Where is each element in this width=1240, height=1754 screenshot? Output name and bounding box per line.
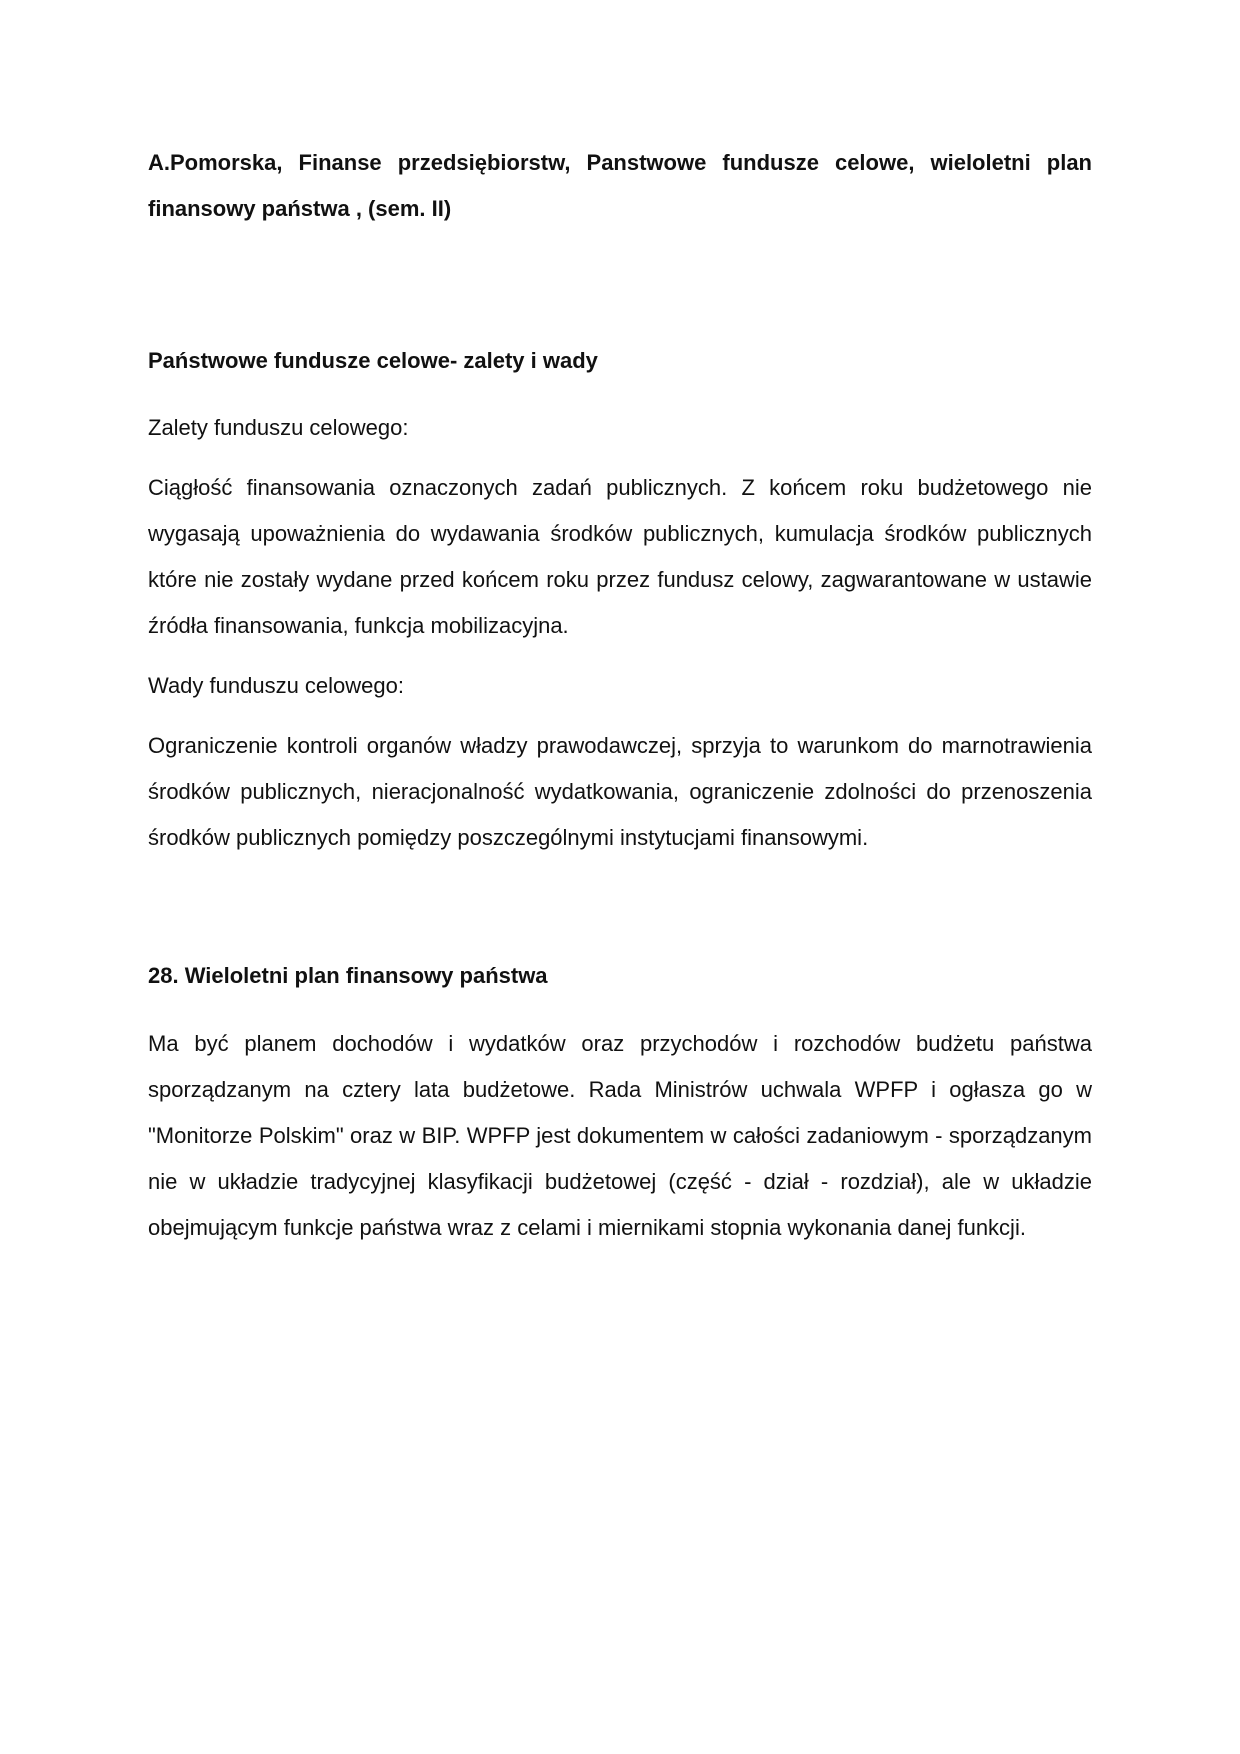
- document-title: A.Pomorska, Finanse przedsiębiorstw, Panstwowe fundusze celowe, wieloletni plan finansowy państwa , (sem. II): [148, 150, 1092, 221]
- section-heading-plan: 28. Wieloletni plan finansowy państwa: [148, 963, 548, 988]
- plan-paragraph: Ma być planem dochodów i wydatków oraz przychodów i rozchodów budżetu państwa sporządzanym na cztery lata budżetowe. Rada Ministrów uchwala WPFP i ogłasza go w "Monitorze Polskim" oraz w BIP. WPFP jest dokumentem w całości zadaniowym - sporządzanym nie w układzie tradycyjnej klasyfikacji budżetowej (część - dział - rozdział), ale w układzie obejmującym funkcje państwa wraz z celami i miernikami stopnia wykonania danej funkcji.: [148, 1031, 1092, 1240]
- disadvantages-label: Wady funduszu celowego:: [148, 673, 404, 698]
- advantages-paragraph: Ciągłość finansowania oznaczonych zadań publicznych. Z końcem roku budżetowego nie wygasają upoważnienia do wydawania środków publicznych, kumulacja środków publicznych które nie zostały wydane przed końcem roku przez fundusz celowy, zagwarantowane w ustawie źródła finansowania, funkcja mobilizacyjna.: [148, 475, 1092, 638]
- disadvantages-paragraph: Ograniczenie kontroli organów władzy prawodawczej, sprzyja to warunkom do marnotrawienia środków publicznych, nieracjonalność wydatkowania, ograniczenie zdolności do przenoszenia środków publicznych pomiędzy poszczególnymi instytucjami finansowymi.: [148, 733, 1092, 850]
- section-heading-funds: Państwowe fundusze celowe- zalety i wady: [148, 348, 598, 373]
- document-page: [148, 140, 1092, 1251]
- advantages-label: Zalety funduszu celowego:: [148, 415, 409, 440]
